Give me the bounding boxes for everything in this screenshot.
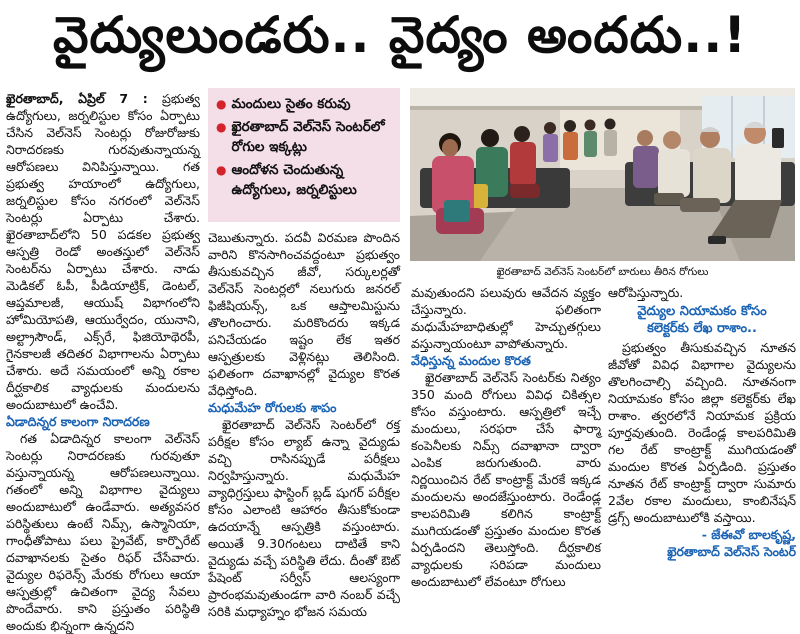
- article-column-3: [411, 284, 601, 589]
- quote-heading: [608, 303, 796, 337]
- red-circle-bullet-icon: ●: [216, 97, 227, 111]
- quote-attribution-name: - జేఈవో బాలకృష్ణ,: [701, 527, 796, 542]
- article-column-4: [608, 284, 796, 559]
- section-heading: ఏడాదిన్నర కాలంగా నిరాదరణ: [6, 414, 150, 429]
- paragraph-text: ప్రభుత్వ ఉద్యోగులు, జర్నలిస్టుల కోసం ఏర్పాటు చేసిన వెల్‌నెస్ సెంటర్లు రోజురోజుకు నిరాదరణకు గురవుతున్నాయన్న ఆరోపణలు వినిపిస్తున్నాయి. గత ప్రభుత్వ హయాంలో ఉద్యోగులు, జర్నలిస్టుల కోసం నగరంలో వెల్‌నెస్ సెంటర్లు ఏర్పాటు చేశారు. ఖైరతాబాద్‌లోని 50 పడకల ప్రభుత్వ ఆస్పత్రి రెండో అంతస్తులో వెల్‌నెస్ సెంటర్‌ను ఏర్పాటు చేశారు. నాడు మెడికల్ ఓపీ, పీడియాట్రిక్, డెంటల్, ఆప్తమాలజీ, ఆయుష్ విభాగంలోని హోమియోపతి, ఆయుర్వేదం, యునాని, అల్ట్రాసౌండ్, ఎక్స్‌రే, ఫిజియోథెరపీ, గైనకాలజీ తదితర విభాగాలను ఏర్పాటు చేశారు. అదే సమయంలో అన్ని రకాల దీర్ఘకాలిక వ్యాధులకు మందులను అందుబాటులో ఉంచేవి.: [6, 91, 200, 412]
- quote-attribution-org: ఖైరతాబాద్ వెల్‌నెస్ సెంటర్: [667, 544, 796, 559]
- paragraph: ఖైరతాబాద్ వెల్‌నెస్ సెంటర్‌లో రక్త పరీక్షల కోసం ల్యాబ్ ఉన్నా వైద్యుడు వచ్చి రాసినప్పుడే పరీక్షలు నిర్వహిస్తున్నారు. మధుమేహ వ్యాధిగ్రస్తులు ఫాస్టింగ్ బ్లడ్ షుగర్ పరీక్షల కోసం ఎలాంటి ఆహారం తీసుకోకుండా ఉదయాన్నే ఆస్పత్రికి వస్తుంటారు. అయితే 9.30గంటలు దాటితే కాని వైద్యుడు వచ్చే పరిస్థితి లేదు. దీంతో ఔట్ పేషెంట్ సర్వీస్ ఆలస్యంగా ప్రారంభమవుతుండగా వారి నంబర్ వచ్చే సరికి మధ్యాహ్నం భోజన సమయ: [208, 417, 400, 619]
- highlight-text: ఆందోళన చెందుతున్న ఉద్యోగులు, జర్నలిస్టులు: [231, 162, 357, 198]
- lead-paragraph: [6, 90, 200, 413]
- highlight-item: [216, 94, 394, 114]
- headline: వైద్యులుండరు.. వైద్యం అందదు..!: [52, 6, 748, 64]
- section-heading: వేధిస్తున్న మందుల కొరత: [411, 353, 531, 368]
- photo-caption: ఖైరతాబాద్ వెల్‌నెస్ సెంటర్‌లో బారులు తీరిన రోగులు: [496, 266, 709, 278]
- waiting-patients-photo: [410, 88, 795, 261]
- quote-heading-line: కలెక్టర్‌కు లేఖ రాశాం..: [647, 321, 757, 336]
- red-circle-bullet-icon: ●: [216, 163, 227, 177]
- quote-heading-line: వైద్యుల నియామకం కోసం: [637, 304, 767, 319]
- red-circle-bullet-icon: ●: [216, 120, 227, 134]
- highlight-text: ఖైరతాబాద్ వెల్‌నెస్ సెంటర్‌లో రోగుల ఇక్కట్లు: [231, 119, 385, 155]
- article-column-1: [6, 90, 200, 633]
- section-heading: మధుమేహ రోగులకు శాపం: [208, 400, 337, 415]
- highlight-text: మందులు సైతం కరువు: [231, 96, 351, 112]
- paragraph: ఖైరతాబాద్ వెల్‌నెస్ సెంటర్‌కు నిత్యం 350 మంది రోగులు వివిధ చికిత్సల కోసం వస్తుంటారు. ఆస్పత్రిలో ఇచ్చే మందులు, సరఫరా చేసే ఫార్మా కంపెనీలకు నిమ్స్ దవాఖానా ద్వారా ఎంపిక జరుగుతుంది. వారు నిర్ణయించిన రేట్ కాంట్రాక్ట్ మేరకే ఇక్కడ మందులను అందజేస్తుంటారు. రెండేండ్ల కాలపరిమితి కలిగిన కాంట్రాక్ట్ ముగియడంతో ప్రస్తుతం మందుల కొరత ఏర్పడిందని తెలుస్తోంది. దీర్ఘకాలిక వ్యాధులకు సరిపడా మందులు అందుబాటులో లేవంటూ రోగులు: [411, 370, 601, 589]
- highlights-box: [208, 88, 400, 222]
- article-column-2: [208, 229, 400, 619]
- paragraph: చెబుతున్నారు. పదవీ విరమణ పొందిన వారిని కొనసాగించవద్దంటూ ప్రభుత్వం తీసుకువచ్చిన జీవో, సర్కులర్లతో వెల్‌నెస్ సెంటర్లలో నలుగురు జనరల్ ఫిజీషియన్స్, ఒక ఆప్తాలమిస్టును తొలగించారు. మరికొందరు ఇక్కడ పనిచేయడం ఇష్టం లేక ఇతర ఆస్పత్రులకు వెళ్లినట్లు తెలిసింది. ఫలితంగా దవాఖానల్లో వైద్యుల కొరత వేధిస్తోంది.: [208, 230, 400, 398]
- paragraph: మవుతుందని పలువురు ఆవేదన వ్యక్తం చేస్తున్నారు. ఫలితంగా మధుమేహబాధితుల్లో హెచ్చుతగ్గులు వస్తున్నాయంటూ వాపోతున్నారు.: [411, 285, 601, 351]
- paragraph: ఆరోపిస్తున్నారు.: [608, 285, 684, 300]
- highlight-item: [216, 117, 394, 157]
- dateline: ఖైరతాబాద్, ఏప్రిల్ 7 :: [6, 91, 148, 106]
- quote-paragraph: ప్రభుత్వం తీసుకువచ్చిన నూతన జీవోతో వివిధ విభాగాల వైద్యులను తొలగించాల్సి వచ్చింది. నూతనంగా నియామకం కోసం జిల్లా కలెక్టర్‌కు లేఖ రాశాం. త్వరలోనే నియామక ప్రక్రియ పూర్తవుతుంది. రెండేండ్ల కాలపరిమితి గల రేట్ కాంట్రాక్ట్ ముగియడంతో మందుల కొరత ఏర్పడింది. ప్రస్తుతం నూతన రేట్ కాంట్రాక్ట్ ద్వారా సుమారు 2వేల రకాల మందులు, కాంబినేషన్ డ్రగ్స్ అందుబాటులోకి వస్తాయి.: [608, 340, 796, 525]
- paragraph: గత ఏడాదిన్నర కాలంగా వెల్‌నెస్ సెంటర్లు నిరాదరణకు గురవుతూ వస్తున్నాయన్న ఆరోపణలున్నాయి. గతంలో అన్ని విభాగాల వైద్యులు అందుబాటులో ఉండేవారు. అత్యవసర పరిస్థితులు ఉంటే నిమ్స్, ఉస్మానియా, గాంధీతోపాటు పలు ప్రైవేట్, కార్పొరేట్ దవాఖానలకు సైతం రిఫర్ చేసేవారు. వైద్యుల రిఫరెన్స్ మేరకు రోగులు ఆయా ఆస్పత్రుల్లో ఉచితంగా వైద్య సేవలు పొందేవారు. కాని ప్రస్తుతం పరిస్థితి అందుకు భిన్నంగా ఉన్నదని: [6, 431, 200, 633]
- highlight-item: [216, 160, 394, 200]
